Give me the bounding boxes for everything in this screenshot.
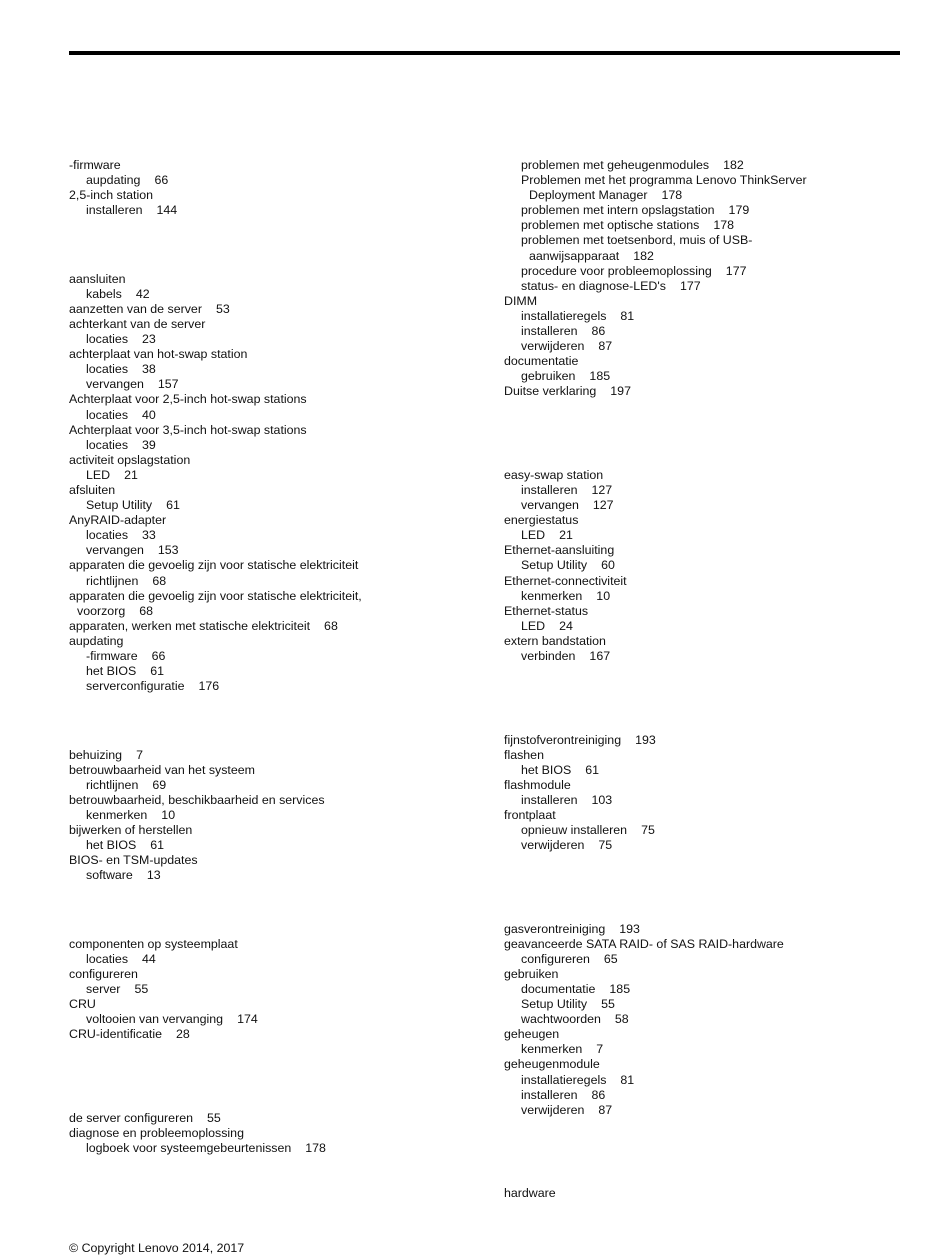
index-letter-gap	[504, 400, 924, 468]
index-term: documentatie	[504, 354, 579, 369]
index-letter-gap	[504, 664, 924, 732]
index-page-number: 53	[215, 301, 230, 316]
index-term: Achterplaat voor 3,5-inch hot-swap stations	[69, 422, 307, 437]
index-subentry	[504, 997, 924, 1012]
index-letter-gap	[69, 1042, 489, 1110]
index-term: status- en diagnose-LED's	[521, 278, 666, 293]
index-term: kenmerken	[521, 588, 583, 603]
index-term: installatieregels	[521, 308, 607, 323]
index-subentry	[504, 1073, 924, 1088]
index-page-number: 178	[713, 218, 735, 233]
index-term: betrouwbaarheid, beschikbaarheid en services	[69, 792, 325, 807]
index-term: Deployment Manager	[529, 188, 648, 203]
index-entry	[69, 937, 489, 952]
index-term: Setup Utility	[86, 498, 153, 513]
index-entry	[69, 619, 489, 634]
index-page-number: 177	[679, 278, 701, 293]
index-page-number: 61	[166, 498, 180, 513]
index-term: problemen met optische stations	[521, 218, 700, 233]
index-subentry	[504, 173, 924, 188]
index-term: locaties	[86, 437, 129, 452]
index-subentry	[504, 203, 924, 218]
index-entry	[69, 317, 489, 332]
index-term: installeren	[521, 1087, 578, 1102]
index-page-number: 69	[152, 777, 167, 792]
index-page-number: 127	[591, 482, 613, 497]
index-term: aanzetten van de server	[69, 301, 202, 316]
index-term: Achterplaat voor 2,5-inch hot-swap stations	[69, 392, 307, 407]
index-page-number: 127	[592, 498, 614, 513]
index-subentry	[69, 649, 489, 664]
index-page-number: 55	[206, 1110, 221, 1125]
index-page-number: 10	[161, 807, 176, 822]
index-term: locaties	[86, 528, 129, 543]
index-subentry	[504, 528, 924, 543]
index-entry	[69, 634, 489, 649]
index-subentry	[504, 249, 924, 264]
index-term: 2,5-inch station	[69, 188, 154, 203]
index-entry	[69, 1111, 489, 1126]
index-entry	[69, 853, 489, 868]
index-page-number: 193	[635, 732, 656, 747]
index-term: diagnose en probleemoplossing	[69, 1125, 244, 1140]
index-term: kenmerken	[521, 1042, 583, 1057]
index-page-number: 42	[135, 286, 150, 301]
index-subentry	[69, 1012, 489, 1027]
index-term: kabels	[86, 286, 122, 301]
index-entry	[69, 272, 489, 287]
index-term: wachtwoorden	[521, 1012, 601, 1027]
index-term: apparaten die gevoelig zijn voor statische elektriciteit,	[69, 588, 362, 603]
index-page-number: 176	[198, 679, 220, 694]
index-term: AnyRAID-adapter	[69, 513, 167, 528]
index-page-number: 68	[152, 573, 167, 588]
index-letter-gap	[69, 694, 489, 747]
index-subentry	[504, 1042, 924, 1057]
index-entry	[69, 589, 489, 604]
index-entry	[69, 347, 489, 362]
index-page-number: 182	[633, 248, 654, 263]
index-subentry	[504, 279, 924, 294]
index-subentry	[504, 369, 924, 384]
index-term: LED	[521, 528, 546, 543]
index-entry	[504, 384, 924, 399]
index-subentry	[69, 173, 489, 188]
index-entry	[504, 808, 924, 823]
index-subentry	[504, 952, 924, 967]
index-page-number: 144	[156, 203, 178, 218]
index-subentry	[69, 664, 489, 679]
index-page-number: 40	[142, 407, 156, 422]
index-page-number: 174	[237, 1012, 258, 1027]
index-term: geavanceerde SATA RAID- of SAS RAID-hardware	[504, 936, 784, 951]
index-term: documentatie	[521, 982, 596, 997]
index-page-number: 182	[723, 158, 744, 172]
index-entry	[69, 558, 489, 573]
index-entry	[504, 748, 924, 763]
index-term: kenmerken	[86, 807, 148, 822]
index-page-number: 33	[142, 528, 156, 543]
index-subentry	[504, 324, 924, 339]
copyright-footer: © Copyright Lenovo 2014, 2017	[69, 1241, 245, 1255]
index-page-number: 13	[146, 868, 161, 883]
index-term: problemen met toetsenbord, muis of USB-	[521, 233, 753, 248]
index-page-number: 24	[559, 618, 573, 633]
index-term: voorzorg	[77, 603, 126, 618]
index-entry	[504, 294, 924, 309]
index-page-number: 10	[596, 588, 611, 603]
index-subentry	[69, 362, 489, 377]
index-entry	[69, 158, 489, 173]
index-term: vervangen	[86, 543, 144, 558]
index-page-number: 68	[324, 618, 338, 633]
index-entry	[69, 453, 489, 468]
index-term: achterplaat van hot-swap station	[69, 347, 248, 362]
index-term: het BIOS	[86, 664, 137, 679]
index-term: procedure voor probleemoplossing	[521, 263, 712, 278]
index-term: verbinden	[521, 649, 576, 664]
index-page-number: 178	[305, 1140, 326, 1155]
index-entry	[69, 997, 489, 1012]
index-page-number: 75	[598, 838, 613, 853]
index-subentry	[504, 218, 924, 233]
index-page-number: 81	[620, 308, 635, 323]
index-column-right	[504, 158, 924, 1201]
index-page-number: 185	[609, 982, 631, 997]
index-page-number: 60	[601, 558, 615, 573]
index-entry	[69, 423, 489, 438]
index-subentry	[69, 679, 489, 694]
index-term: locaties	[86, 362, 129, 377]
index-term: easy-swap station	[504, 467, 604, 482]
index-page-number: 153	[157, 543, 179, 558]
index-term: gasverontreiniging	[504, 921, 606, 936]
index-entry	[69, 748, 489, 763]
index-subentry	[69, 1141, 489, 1156]
index-subentry	[69, 203, 489, 218]
index-page-number: 44	[142, 951, 156, 966]
index-term: installeren	[521, 792, 578, 807]
index-page-number: 55	[601, 997, 615, 1012]
index-page-number: 193	[619, 921, 640, 936]
index-term: -firmware	[69, 158, 121, 172]
index-entry	[504, 778, 924, 793]
index-term: vervangen	[86, 377, 144, 392]
index-page-number: 178	[661, 188, 683, 203]
index-term: energiestatus	[504, 513, 579, 528]
index-subentry	[69, 808, 489, 823]
index-subentry	[69, 332, 489, 347]
index-subentry	[69, 868, 489, 883]
index-term: gebruiken	[521, 369, 576, 384]
index-subentry	[504, 649, 924, 664]
index-term: verwijderen	[521, 1102, 585, 1117]
index-term: server	[86, 982, 121, 997]
index-page-number: 23	[142, 332, 156, 347]
index-entry	[69, 763, 489, 778]
index-page-number: 39	[142, 437, 156, 452]
index-entry	[504, 604, 924, 619]
index-page-number: 58	[614, 1012, 629, 1027]
index-subentry	[504, 483, 924, 498]
index-term: hardware	[504, 1186, 556, 1201]
index-letter-gap	[69, 218, 489, 271]
index-term: -firmware	[86, 649, 138, 664]
index-term: betrouwbaarheid van het systeem	[69, 762, 255, 777]
index-page-number: 21	[124, 467, 138, 482]
index-entry	[69, 392, 489, 407]
index-page-number: 21	[559, 528, 573, 543]
index-term: aanwijsapparaat	[529, 248, 620, 263]
index-subentry	[69, 543, 489, 558]
index-page-number: 87	[598, 1102, 613, 1117]
index-subentry	[69, 498, 489, 513]
index-entry	[69, 1126, 489, 1141]
index-subentry	[504, 1103, 924, 1118]
index-subentry	[504, 793, 924, 808]
index-page-number: 61	[150, 664, 165, 679]
index-term: locaties	[86, 951, 129, 966]
index-subentry	[504, 558, 924, 573]
index-term: extern bandstation	[504, 633, 606, 648]
index-letter-gap	[504, 1118, 924, 1186]
index-term: bijwerken of herstellen	[69, 823, 193, 838]
index-subentry	[504, 309, 924, 324]
index-term: apparaten, werken met statische elektriciteit	[69, 618, 311, 633]
index-term: apparaten die gevoelig zijn voor statische elektriciteit	[69, 558, 359, 573]
index-term: Ethernet-status	[504, 603, 589, 618]
index-term: Problemen met het programma Lenovo ThinkServer	[521, 173, 807, 188]
index-term: het BIOS	[86, 838, 137, 853]
index-term: verwijderen	[521, 339, 585, 354]
index-entry	[504, 354, 924, 369]
index-page-number: 197	[610, 384, 631, 399]
index-subentry	[69, 574, 489, 589]
index-page-number: 7	[596, 1042, 604, 1057]
index-subentry	[504, 158, 924, 173]
index-term: componenten op systeemplaat	[69, 936, 238, 951]
index-term: de server configureren	[69, 1110, 193, 1125]
index-entry	[69, 188, 489, 203]
index-subentry	[504, 498, 924, 513]
index-entry	[504, 1027, 924, 1042]
index-page-number: 66	[151, 649, 166, 664]
index-subentry	[504, 264, 924, 279]
index-term: Ethernet-aansluiting	[504, 543, 615, 558]
index-page-number: 66	[154, 173, 169, 188]
index-page-number: 75	[641, 823, 655, 838]
index-subentry	[504, 823, 924, 838]
index-term: achterkant van de server	[69, 316, 206, 331]
index-term: gebruiken	[504, 966, 559, 981]
index-entry	[69, 1027, 489, 1042]
index-entry	[504, 513, 924, 528]
index-term: het BIOS	[521, 762, 572, 777]
index-subentry	[504, 1012, 924, 1027]
index-term: LED	[86, 467, 111, 482]
index-subentry	[504, 339, 924, 354]
index-entry	[504, 468, 924, 483]
index-term: installeren	[86, 203, 143, 218]
index-page-number: 179	[728, 203, 750, 218]
index-page-number: 177	[725, 263, 747, 278]
index-subentry	[504, 763, 924, 778]
top-rule	[69, 51, 900, 55]
index-page-number: 87	[598, 339, 613, 354]
index-page-number: 86	[591, 324, 606, 339]
index-subentry	[69, 468, 489, 483]
index-term: serverconfiguratie	[86, 679, 185, 694]
index-page-number: 38	[142, 362, 156, 377]
index-subentry	[69, 604, 489, 619]
index-subentry	[69, 528, 489, 543]
index-term: flashmodule	[504, 777, 571, 792]
index-term: Duitse verklaring	[504, 384, 597, 399]
index-term: activiteit opslagstation	[69, 452, 191, 467]
index-subentry	[504, 589, 924, 604]
index-column-left	[69, 158, 489, 1156]
index-subentry	[504, 619, 924, 634]
index-term: richtlijnen	[86, 573, 139, 588]
index-term: DIMM	[504, 293, 538, 308]
index-term: vervangen	[521, 498, 579, 513]
index-term: aansluiten	[69, 271, 126, 286]
index-page-number: 55	[134, 982, 149, 997]
index-term: fijnstofverontreiniging	[504, 732, 622, 747]
index-subentry	[69, 952, 489, 967]
index-entry	[504, 634, 924, 649]
index-entry	[69, 483, 489, 498]
index-subentry	[504, 982, 924, 997]
index-entry	[69, 967, 489, 982]
index-entry	[504, 733, 924, 748]
index-term: aupdating	[86, 173, 141, 188]
index-term: verwijderen	[521, 838, 585, 853]
index-entry	[69, 302, 489, 317]
index-entry	[69, 823, 489, 838]
index-term: voltooien van vervanging	[86, 1012, 224, 1027]
index-entry	[504, 543, 924, 558]
index-page-number: 185	[589, 369, 611, 384]
index-term: installatieregels	[521, 1072, 607, 1087]
index-subentry	[69, 982, 489, 997]
index-subentry	[504, 838, 924, 853]
index-subentry	[69, 438, 489, 453]
index-page-number: 28	[175, 1027, 190, 1042]
index-term: configureren	[521, 951, 590, 966]
index-term: CRU	[69, 997, 96, 1012]
index-subentry	[69, 838, 489, 853]
index-term: problemen met geheugenmodules	[521, 158, 710, 172]
index-page-number: 65	[603, 951, 618, 966]
index-term: BIOS- en TSM-updates	[69, 853, 198, 868]
index-subentry	[69, 377, 489, 392]
index-entry	[69, 793, 489, 808]
index-subentry	[504, 1088, 924, 1103]
index-page-number: 86	[591, 1087, 606, 1102]
index-letter-gap	[504, 853, 924, 921]
index-entry	[504, 1057, 924, 1072]
index-letter-gap	[69, 883, 489, 936]
index-term: locaties	[86, 332, 129, 347]
index-entry	[504, 1186, 924, 1201]
index-term: behuizing	[69, 747, 123, 762]
index-term: richtlijnen	[86, 777, 139, 792]
index-entry	[504, 922, 924, 937]
index-term: Setup Utility	[521, 558, 588, 573]
index-term: frontplaat	[504, 807, 556, 822]
index-page-number: 103	[591, 792, 613, 807]
index-entry	[504, 937, 924, 952]
index-term: LED	[521, 618, 546, 633]
index-entry	[504, 574, 924, 589]
index-page-number: 167	[589, 649, 611, 664]
index-subentry	[69, 287, 489, 302]
index-term: installeren	[521, 324, 578, 339]
index-term: configureren	[69, 966, 138, 981]
index-term: CRU-identificatie	[69, 1027, 162, 1042]
index-term: flashen	[504, 747, 544, 762]
index-entry	[504, 967, 924, 982]
index-page-number: 81	[620, 1072, 635, 1087]
index-subentry	[69, 778, 489, 793]
index-term: logboek voor systeemgebeurtenissen	[86, 1140, 292, 1155]
index-term: problemen met intern opslagstation	[521, 203, 715, 218]
index-term: aupdating	[69, 633, 124, 648]
index-subentry	[504, 233, 924, 248]
index-page-number: 7	[136, 747, 143, 762]
index-page-number: 61	[585, 762, 600, 777]
index-term: geheugen	[504, 1027, 560, 1042]
index-entry	[69, 513, 489, 528]
index-term: afsluiten	[69, 482, 116, 497]
index-term: locaties	[86, 407, 129, 422]
index-subentry	[69, 408, 489, 423]
index-term: software	[86, 868, 133, 883]
index-term: Ethernet-connectiviteit	[504, 573, 627, 588]
index-term: installeren	[521, 482, 578, 497]
index-term: Setup Utility	[521, 997, 588, 1012]
index-page-number: 157	[157, 377, 179, 392]
index-term: geheugenmodule	[504, 1057, 600, 1072]
index-term: opnieuw installeren	[521, 823, 628, 838]
index-subentry	[504, 188, 924, 203]
index-page-number: 61	[150, 838, 165, 853]
index-page-number: 68	[139, 603, 154, 618]
